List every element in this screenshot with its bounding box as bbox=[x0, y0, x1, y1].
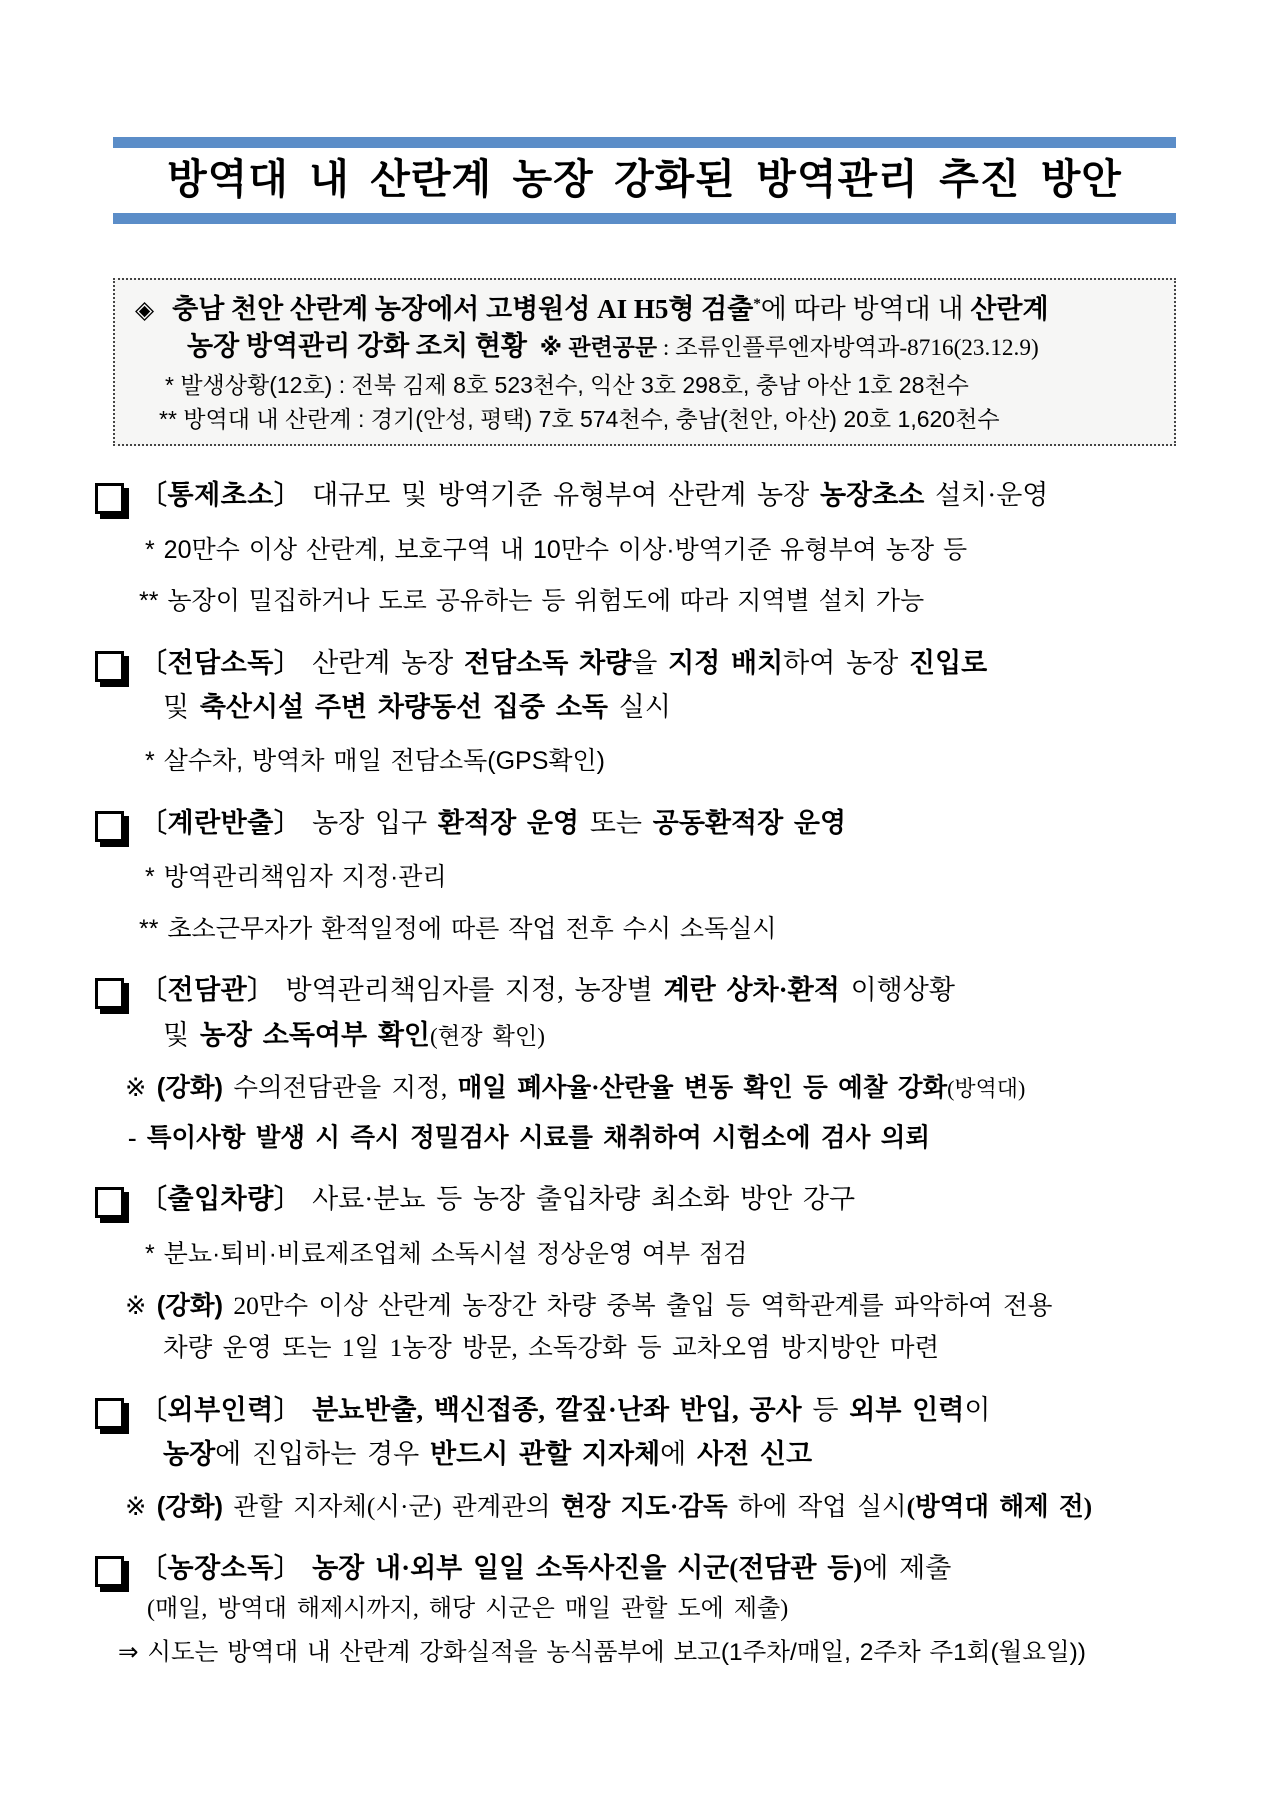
body-line bbox=[133, 688, 1176, 726]
body-line bbox=[118, 1636, 1176, 1671]
text-run: 환적장 운영 bbox=[437, 807, 580, 838]
text-run: 에 따라 방역대 내 bbox=[760, 294, 971, 325]
text-run: 계란 상차·환적 bbox=[663, 975, 840, 1006]
section-heading-line bbox=[95, 644, 1176, 682]
text-run: (방역대 해제 전) bbox=[906, 1492, 1093, 1522]
text-run: * 발생상황(12호) : 전북 김제 8호 523천수, 익산 3호 298호, 충남 아산 1호 28천수 bbox=[165, 371, 969, 398]
text-run: (강화) bbox=[156, 1073, 223, 1102]
text-run: ※ bbox=[125, 1492, 157, 1522]
text-run: 농장 방역관리 강화 조치 현황 bbox=[187, 330, 527, 361]
checkbox-icon bbox=[95, 1187, 124, 1218]
text-run: 사전 신고 bbox=[697, 1438, 813, 1469]
text-run: 등 bbox=[801, 1394, 850, 1425]
intro-line bbox=[135, 371, 1158, 400]
text-run: 공동환적장 운영 bbox=[652, 807, 847, 838]
section-heading-line bbox=[95, 476, 1176, 514]
body-line bbox=[133, 1016, 1176, 1054]
body-line bbox=[133, 744, 1176, 780]
text-run: 에 bbox=[660, 1438, 697, 1469]
text-run: 현장 지도·감독 bbox=[560, 1492, 728, 1522]
text-run: ※ bbox=[125, 1291, 157, 1321]
text-run: ** 초소근무자가 환적일정에 따른 작업 전후 수시 소독실시 bbox=[139, 914, 777, 943]
checkbox-icon bbox=[95, 811, 124, 842]
text-run: 방역관리책임자를 지정, 농장별 bbox=[274, 975, 664, 1006]
body-line bbox=[125, 1288, 1176, 1324]
text-run: (현장 확인) bbox=[430, 1023, 545, 1050]
intro-summary-box bbox=[113, 278, 1176, 446]
section-heading-line bbox=[95, 1180, 1176, 1218]
text-run: ** 방역대 내 산란계 : 경기(안성, 평택) 7호 574천수, 충남(천안, 아산) 20호 1,620천수 bbox=[159, 406, 1000, 433]
text-run: 농장초소 bbox=[819, 480, 925, 511]
diamond-bullet-icon: ◈ bbox=[135, 297, 155, 325]
text-run: 〔전담관〕 bbox=[140, 975, 275, 1006]
text-run: 설치·운영 bbox=[924, 480, 1049, 511]
body-line bbox=[133, 1237, 1176, 1273]
text-run: (강화) bbox=[156, 1292, 223, 1321]
body-line bbox=[133, 584, 1176, 620]
body-line bbox=[128, 1120, 1176, 1156]
text-run: 에 제출 bbox=[862, 1553, 952, 1584]
text-run: 이 bbox=[964, 1394, 991, 1425]
text-run: 〔계란반출〕 bbox=[140, 807, 302, 838]
text-run: * bbox=[753, 296, 761, 313]
text-run: 전담소독 차량 bbox=[464, 647, 632, 678]
text-run: 〔농장소독〕 bbox=[140, 1553, 302, 1584]
text-run: 에 진입하는 경우 bbox=[215, 1438, 430, 1469]
text-run: 산란계 bbox=[970, 294, 1049, 325]
text-run: (매일, 방역대 해제시까지, 해당 시군은 매일 관할 도에 제출) bbox=[147, 1595, 789, 1622]
body-lines bbox=[113, 476, 1176, 1670]
text-run: 하여 농장 bbox=[783, 647, 909, 678]
body-line bbox=[133, 533, 1176, 569]
text-run: 산란계 농장 bbox=[301, 647, 464, 678]
text-run bbox=[301, 1395, 312, 1425]
text-run: 충남 천안 산란계 농장에서 고병원성 AI H5형 검출 bbox=[172, 294, 754, 325]
text-run: 지정 배치 bbox=[668, 647, 784, 678]
text-run: 관할 지자체(시·군) 관계관의 bbox=[223, 1492, 561, 1522]
body-line bbox=[133, 1592, 1176, 1626]
text-run: 농장 소독여부 확인 bbox=[199, 1019, 430, 1050]
section-heading-text bbox=[140, 476, 1048, 514]
body-line bbox=[125, 1489, 1176, 1525]
checkbox-icon bbox=[95, 1398, 124, 1429]
text-run bbox=[301, 1553, 312, 1583]
body-line bbox=[133, 1435, 1176, 1473]
text-run: 분뇨반출, 백신접종, 깔짚·난좌 반입, 공사 bbox=[312, 1394, 802, 1425]
text-run: 이행상황 bbox=[839, 975, 955, 1006]
checkbox-icon bbox=[95, 1556, 124, 1587]
text-run: ※ 관련공문 bbox=[526, 333, 658, 360]
section-heading-text bbox=[140, 644, 987, 682]
intro-line bbox=[135, 329, 1158, 364]
text-run: : 조류인플루엔자방역과-8716(23.12.9) bbox=[657, 334, 1039, 361]
section-heading-text bbox=[140, 804, 846, 842]
text-run: 실시 bbox=[608, 692, 671, 723]
section-heading-line bbox=[95, 1391, 1176, 1429]
checkbox-icon bbox=[95, 651, 124, 682]
text-run: 반드시 관할 지자체 bbox=[430, 1438, 661, 1469]
text-run: 농장 입구 bbox=[301, 807, 438, 838]
text-run: 농장 내·외부 일일 소독사진을 시군(전담관 등) bbox=[312, 1553, 863, 1584]
text-run: ⇒ 시도는 방역대 내 산란계 강화실적을 농식품부에 보고(1주차/매일, 2주차 주1회(월요일)) bbox=[118, 1638, 1086, 1666]
text-run: ** 농장이 밀집하거나 도로 공유하는 등 위험도에 따라 지역별 설치 가능 bbox=[139, 587, 925, 616]
section-heading-line bbox=[95, 804, 1176, 842]
text-run: * 분뇨·퇴비·비료제조업체 소독시설 정상운영 여부 점검 bbox=[145, 1239, 748, 1268]
section-heading-line bbox=[95, 1549, 1176, 1587]
section-heading-text bbox=[140, 1549, 951, 1587]
text-run: * 방역관리책임자 지정·관리 bbox=[145, 863, 447, 892]
text-run: 〔전담소독〕 bbox=[140, 647, 302, 678]
body-line bbox=[133, 912, 1176, 948]
text-run: 축산시설 주변 차량동선 집중 소독 bbox=[199, 692, 608, 723]
text-run: 차량 운영 또는 1일 1농장 방문, 소독강화 등 교차오염 방지방안 마련 bbox=[163, 1333, 940, 1363]
text-run: 및 bbox=[163, 692, 200, 723]
text-run: 〔통제초소〕 bbox=[140, 480, 302, 511]
text-run: * 20만수 이상 산란계, 보호구역 내 10만수 이상·방역기준 유형부여 농장 등 bbox=[145, 535, 968, 564]
section-heading-text bbox=[140, 971, 955, 1009]
intro-line bbox=[135, 405, 1158, 434]
text-run: 수의전담관을 지정, bbox=[223, 1072, 458, 1102]
text-run: 외부 인력 bbox=[849, 1394, 965, 1425]
text-run: 하에 작업 실시 bbox=[727, 1492, 907, 1522]
text-run: (강화) bbox=[156, 1493, 223, 1522]
section-heading-text bbox=[140, 1180, 855, 1218]
text-run: 농장 bbox=[163, 1438, 216, 1469]
intro-box-lines bbox=[135, 292, 1158, 434]
intro-line bbox=[135, 292, 1158, 327]
text-run: 진입로 bbox=[909, 647, 988, 678]
page-title: 방역대 내 산란계 농장 강화된 방역관리 추진 방안 bbox=[167, 156, 1122, 202]
section-heading-line bbox=[95, 971, 1176, 1009]
title-block bbox=[113, 137, 1176, 224]
body-line bbox=[133, 860, 1176, 896]
text-run: 20만수 이상 산란계 농장간 차량 중복 출입 등 역학관계를 파악하여 전용 bbox=[223, 1291, 1053, 1321]
section-heading-text bbox=[140, 1391, 990, 1429]
text-run: 을 bbox=[631, 647, 669, 678]
checkbox-icon bbox=[95, 978, 124, 1009]
text-run: 사료·분뇨 등 농장 출입차량 최소화 방안 강구 bbox=[301, 1184, 856, 1215]
text-run: - 특이사항 발생 시 즉시 정밀검사 시료를 채취하여 시험소에 검사 의뢰 bbox=[128, 1123, 930, 1153]
text-run: 〔외부인력〕 bbox=[140, 1394, 302, 1425]
checkbox-icon bbox=[95, 483, 124, 514]
text-run: 〔출입차량〕 bbox=[140, 1184, 302, 1215]
text-run: 매일 폐사율·산란율 변동 확인 등 예찰 강화 bbox=[457, 1072, 948, 1102]
body-line bbox=[125, 1070, 1176, 1106]
text-run: ※ bbox=[125, 1072, 157, 1102]
body-line bbox=[133, 1330, 1176, 1366]
text-run: 및 bbox=[163, 1019, 200, 1050]
text-run: 또는 bbox=[579, 807, 653, 838]
text-run: * 살수차, 방역차 매일 전담소독(GPS확인) bbox=[145, 747, 606, 776]
text-run: 대규모 및 방역기준 유형부여 산란계 농장 bbox=[301, 480, 820, 511]
text-run: (방역대) bbox=[947, 1075, 1026, 1101]
